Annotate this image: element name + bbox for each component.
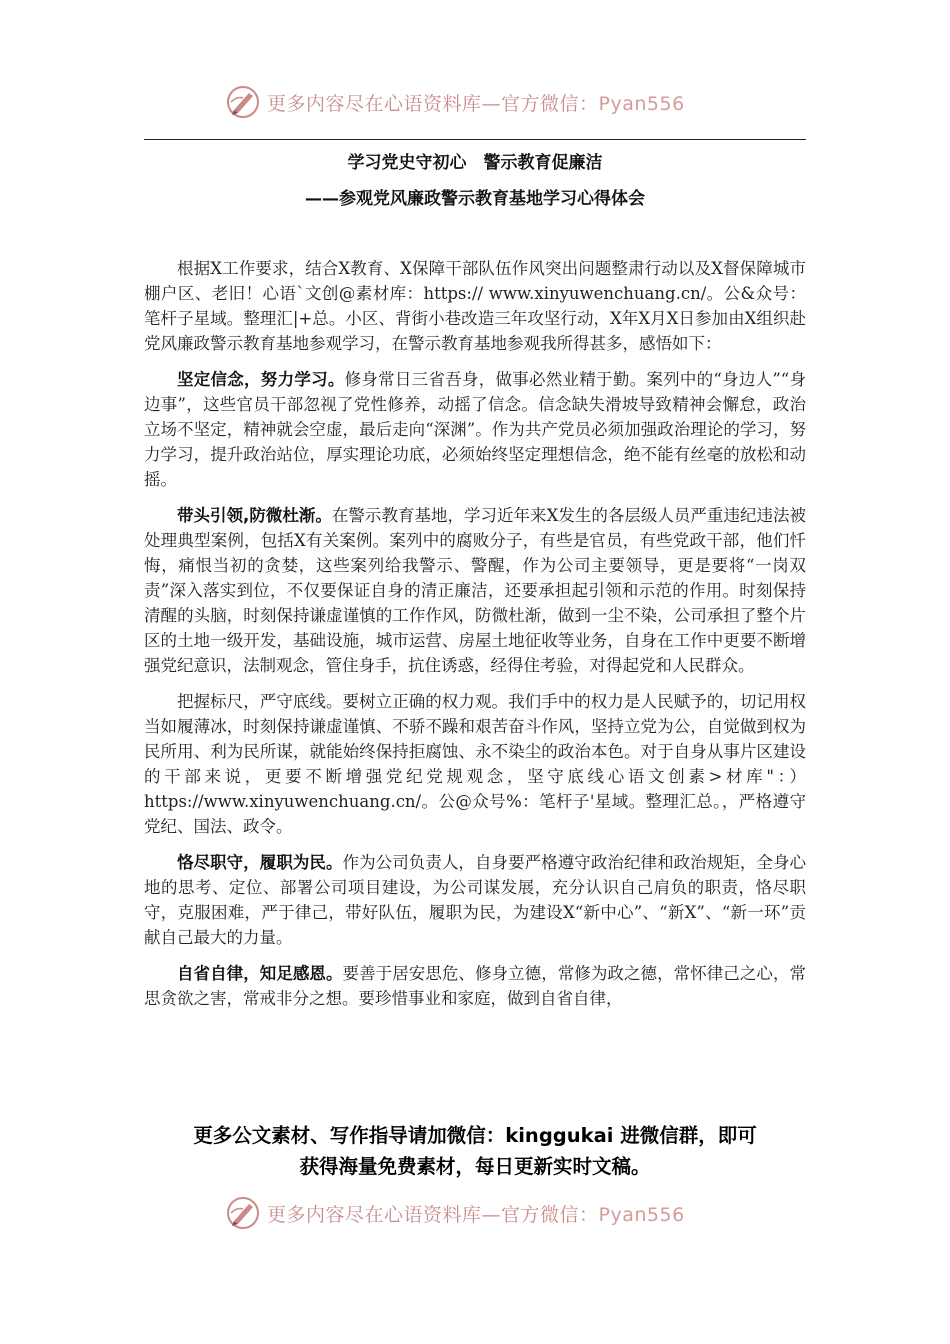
- paragraph: 根据X工作要求，结合X教育、X保障干部队伍作风突出问题整肃行动以及X督保障城市棚户区、老旧！心语`文创@素材库：https:// www.xinyuwenchuang.cn/。公&众号：笔杆子星域。整理汇|+总。小区、背街小巷改造三年攻坚行动，X年X月X日参加由X组织赴党风廉政警示教育基地参观学习，在警示教育基地参观我所得甚多，感悟如下：: [144, 259, 806, 353]
- paragraph: 把握标尺，严守底线。要树立正确的权力观。我们手中的权力是人民赋予的，切记用权当如履薄冰，时刻保持谦虚谨慎、不骄不躁和艰苦奋斗作风，坚持立党为公，自觉做到权为民所用、利为民所谋，就能始终保持拒腐蚀、永不染尘的政治本色。对于自身从事片区建设的干部来说，更要不断增强党纪党规观念，坚守底线心语文创素>材库"：）https://www.xinyuwenchuang.cn/。公@众号%：笔杆子'星域。整理汇总。，严格遵守党纪、国法、政令。: [144, 692, 806, 836]
- paragraph-heading: 自省自律，知足感恩。: [177, 964, 343, 983]
- header-divider: [144, 139, 806, 140]
- paragraph: 坚定信念，努力学习。修身常日三省吾身，做事必然业精于勤。案列中的“身边人”“身边事”，这些官员干部忽视了党性修养，动摇了信念。信念缺失滑坡导致精神会懈怠，政治立场不坚定，精神就会空虚，最后走向“深渊”。作为共产党员必须加强政治理论的学习，努力学习，提升政治站位，厚实理论功底，必须始终坚定理想信念，绝不能有丝毫的放松和动摇。: [144, 370, 807, 489]
- pen-logo-icon: [225, 1195, 261, 1231]
- paragraph-heading: 恪尽职守，履职为民。: [177, 853, 343, 872]
- promo-line-2: 获得海量免费素材，每日更新实时文稿。: [299, 1155, 651, 1178]
- paragraph: 恪尽职守，履职为民。作为公司负责人，自身要严格遵守政治纪律和政治规矩，全身心地的思考、定位、部署公司项目建设，为公司谋发展，充分认识自己肩负的职责，恪尽职守，克服困难，严于律己，带好队伍，履职为民，为建设X“新中心”、“新X”、“新一环”贡献自己最大的力量。: [144, 853, 807, 947]
- banner-text: 更多内容尽在心语资料库—官方微信：Pyan556: [267, 1203, 685, 1226]
- document-subtitle: ——参观党风廉政警示教育基地学习心得体会: [305, 189, 645, 209]
- document-title: 学习党史守初心 警示教育促廉洁: [347, 153, 603, 173]
- header-banner: [225, 82, 745, 122]
- paragraph: 自省自律，知足感恩。要善于居安思危、修身立德，常修为政之德，常怀律己之心，常思贪欲之害，常戒非分之想。要珍惜事业和家庭，做到自省自律，: [144, 964, 807, 1008]
- document-body: [144, 256, 806, 1022]
- paragraph-heading: 坚定信念，努力学习。: [177, 370, 345, 389]
- promo-notice: [120, 1120, 830, 1182]
- footer-banner: [225, 1193, 745, 1233]
- pen-logo-icon: [225, 84, 261, 120]
- paragraph: 带头引领,防微杜渐。在警示教育基地，学习近年来X发生的各层级人员严重违纪违法被处理典型案例，包括X有关案例。案列中的腐败分子，有些是官员，有些党政干部，他们忏悔，痛恨当初的贪婪，这些案列给我警示、警醒，作为公司主要领导，更是要将“一岗双责”深入落实到位，不仅要保证自身的清正廉洁，还要承担起引领和示范的作用。时刻保持清醒的头脑，时刻保持谦虚谨慎的工作作风，防微杜渐，做到一尘不染，公司承担了整个片区的土地一级开发，基础设施，城市运营、房屋土地征收等业务，自身在工作中更要不断增强党纪意识，法制观念，管住身手，抗住诱惑，经得住考验，对得起党和人民群众。: [144, 506, 806, 675]
- paragraph-heading: 带头引领,防微杜渐。: [177, 506, 332, 525]
- banner-text: 更多内容尽在心语资料库—官方微信：Pyan556: [267, 92, 685, 115]
- promo-line-1: 更多公文素材、写作指导请加微信：kinggukai 进微信群，即可: [193, 1124, 757, 1147]
